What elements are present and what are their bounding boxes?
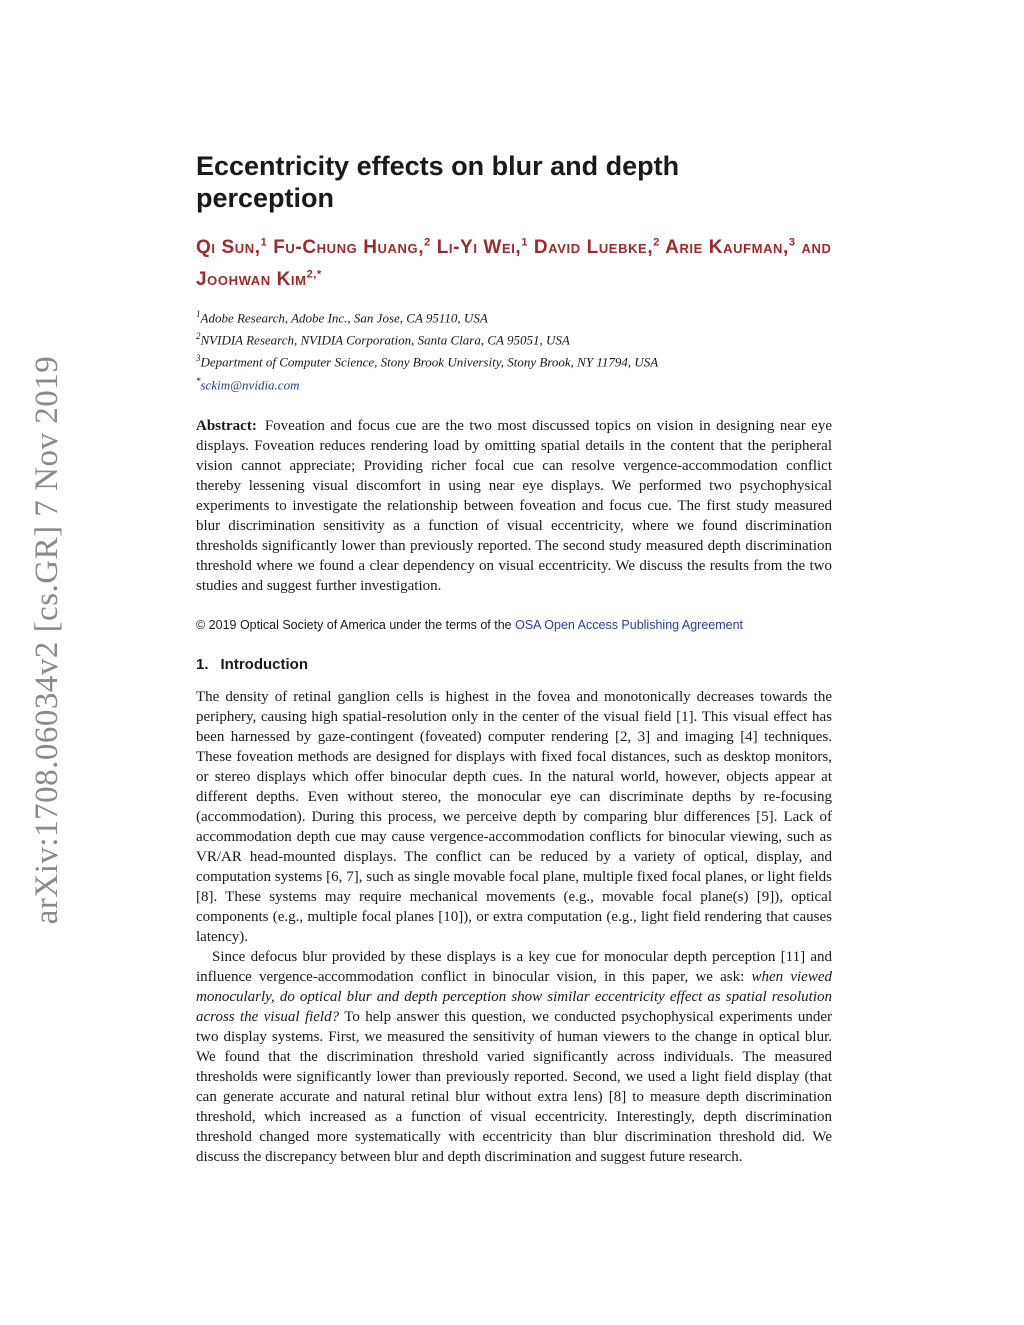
author-list: [196, 230, 832, 293]
author: Qi Sun,$^1$: [196, 237, 268, 259]
affiliation: $^2$NVIDIA Research, NVIDIA Corporation, Santa Clara, CA 95051, USA: [196, 330, 570, 348]
abstract: [196, 416, 832, 596]
affiliation: $^1$Adobe Research, Adobe Inc., San Jose, CA 95110, USA: [196, 308, 488, 325]
section-heading: 1. Introduction: [196, 655, 308, 673]
author: and Joohwan Kim$^{2,*}$: [196, 237, 832, 290]
license-link[interactable]: OSA Open Access Publishing Agreement: [515, 617, 744, 632]
abstract-text: Foveation and focus cue are the two most discussed topics on vision in designing near eye displays. Foveation reduces rendering load by omitting spatial details in the content that the peripheral vision cannot appreciate; Providing richer focal cue can resolve vergence-accommodation conflict thereby lessening visual discomfort in using near eye displays. We performed two psychophysical experiments to investigate the relationship between foveation and focus cue. The first study measured blur discrimination sensitivity as a function of visual eccentricity, where we found discrimination thresholds significantly lower than previously reported. The second study measured depth discrimination threshold where we found a clear dependency on visual eccentricity. We discuss the results from the two studies and suggest further investigation.: [196, 417, 832, 594]
author: Fu-Chung Huang,$^2$: [273, 237, 431, 259]
affiliations: [196, 305, 832, 394]
arxiv-identifier: arXiv:1708.06034v2 [cs.GR] 7 Nov 2019: [29, 355, 65, 925]
affiliation: $^3$Department of Computer Science, Stony Brook University, Stony Brook, NY 11794, USA: [196, 353, 659, 370]
copyright-notice: © 2019 Optical Society of America under the terms of the OSA Open Access Publishing Agreement: [196, 617, 744, 632]
paper-page: [196, 150, 832, 1167]
paragraph: Since defocus blur provided by these displays is a key cue for monocular depth perception [11] and influence vergence-accommodation conflict in binocular vision, in this paper, we ask: when viewed monocularly, do optical blur and depth perception show similar eccentricity effect as spatial resolution across the visual field? To help answer this question, we conducted psychophysical experiments under two display systems. First, we measured the sensitivity of human viewers to the change in optical blur. We found that the discrimination threshold varied significantly across individuals. The measured thresholds were significantly lower than previously reported. Second, we used a light field display (that can generate accurate and natural retinal blur without extra lens) [8] to measure depth discrimination threshold, which increased as a function of visual eccentricity. Interestingly, depth discrimination threshold changed more systematically with eccentricity than blur discrimination threshold did. We discuss the discrepancy between blur and depth discrimination and suggest future research.: [196, 948, 832, 1165]
corresponding-email[interactable]: *sckim@nvidia.com: [196, 375, 300, 392]
paper-title: Eccentricity effects on blur and depth perception: [196, 151, 680, 213]
author: David Luebke,$^2$: [533, 237, 660, 259]
abstract-label: Abstract:: [196, 417, 257, 434]
author: Arie Kaufman,$^3$: [665, 237, 796, 259]
introduction-body: [196, 687, 832, 1167]
paragraph: The density of retinal ganglion cells is highest in the fovea and monotonically decreases towards the periphery, causing high spatial-resolution only in the center of the visual field [1]. This visual effect has been harnessed by gaze-contingent (foveated) computer rendering [2, 3] and imaging [4] techniques. These foveation methods are designed for displays with fixed focal distances, such as desktop monitors, or stereo displays which offer binocular depth cues. In the natural world, however, objects appear at different depths. Even without stereo, the monocular eye can discriminate depths by re-focusing (accommodation). During this process, we perceive depth by comparing blur differences [5]. Lack of accommodation depth cue may cause vergence-accommodation conflicts for binocular viewing, such as VR/AR head-mounted displays. The conflict can be reduced by a variety of optical, display, and computation systems [6, 7], such as single movable focal plane, multiple fixed focal planes, or light fields [8]. These systems may require mechanical movements (e.g., movable focal plane(s) [9]), optical components (e.g., multiple focal planes [10]), or extra computation (e.g., light field rendering that causes latency).: [196, 688, 832, 945]
author: Li-Yi Wei,$^1$: [436, 237, 529, 259]
